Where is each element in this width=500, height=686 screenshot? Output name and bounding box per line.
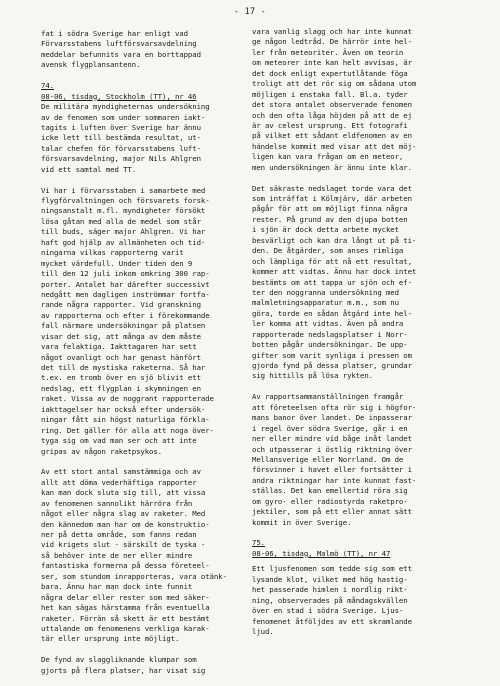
text-line: händelse kommit med visar att det möj- <box>252 141 417 151</box>
text-line: det stora antalet observerade fenomen <box>252 100 412 110</box>
text-line: att företeelsen ofta rör sig i högfor- <box>252 402 417 412</box>
text-line: rapporterade nedslagsplatser i Norr- <box>252 329 408 339</box>
text-line: rande några rapporter. Vid granskning <box>41 300 201 310</box>
paragraph <box>252 392 482 528</box>
text-line: tär eller ursprung inte möjligt. <box>41 634 180 644</box>
text-line: raket. Vissa av de noggrant rapporterade <box>41 394 214 404</box>
text-line: mycket värdefull. Under tiden den 9 <box>41 258 193 268</box>
text-line: lysande klot, vilket med hög hastig- <box>252 574 408 584</box>
text-line: iakttagelser har också efter undersök- <box>41 404 206 414</box>
text-line: t.ex. en tromb över en sjö blivit ett <box>41 373 201 383</box>
text-line: vara vanlig slagg och har inte kunnat <box>252 27 412 36</box>
text-line: rester. På grund av den djupa botten <box>252 214 408 224</box>
paragraph <box>252 564 482 637</box>
text-line: uttalande om fenomenens verkliga karak- <box>41 623 210 633</box>
text-line: i sjön är dock detta arbete mycket <box>252 225 399 235</box>
text-line: några delar eller rester som med säker- <box>41 592 210 602</box>
left-column <box>41 29 267 676</box>
text-line: De militära myndigheternas undersökning <box>41 102 210 112</box>
text-line: och den ofta låga höjden på att de ej <box>252 110 412 120</box>
text-line: ställas. Det kan emellertid röra sig <box>252 486 408 496</box>
text-line: ter den noggranna undersökning med <box>252 287 399 297</box>
text-line: i regel över södra Sverige, går i en <box>252 423 408 433</box>
text-line: raketer. Förrän så skett är ett bestämt <box>41 613 210 623</box>
paragraph <box>41 29 267 71</box>
text-line: är av celest ursprung. Ett fotografi <box>252 120 408 130</box>
text-line: jektiler, som på ett eller annat sätt <box>252 507 412 517</box>
paragraph-gap <box>252 382 482 392</box>
text-line: het passerade himlen i nordlig rikt- <box>252 585 408 595</box>
text-line: ningar fått sin högst naturliga förkla- <box>41 415 210 425</box>
text-line: lösa gåtan med alla de medel som står <box>41 216 201 226</box>
text-line: till den 12 juli inkom omkring 300 rap- <box>41 269 210 279</box>
text-line: kan man dock sluta sig till, att vissa <box>41 488 206 498</box>
text-line: porter. Antalet har därefter successivt <box>41 279 210 289</box>
text-line: fat i södra Sverige har enligt vad <box>41 29 188 38</box>
text-line: ring. Det gäller för alla att noga över- <box>41 425 214 435</box>
text-line: fantastiska formerna på dessa företeel- <box>41 561 210 571</box>
text-line: gifter som varit synliga i pressen om <box>252 350 412 360</box>
text-line: om meteorer inte kan helt avvisas, är <box>252 58 412 68</box>
text-line: den kännedom man har om de konstruktio- <box>41 519 210 529</box>
text-line: vid krigets slut - särskilt de tyska - <box>41 540 206 550</box>
text-line: icke lett till bestämda resultat, ut- <box>41 133 201 143</box>
text-line: något eller några slag av raketer. Med <box>41 509 206 519</box>
text-line: gripas av någon raketpsykos. <box>41 446 162 456</box>
text-line: ning, observerades på måndagskvällen <box>252 595 408 605</box>
text-line: avensk flygplansantenn. <box>41 60 141 70</box>
text-line: kommit in över Sverige. <box>252 517 352 527</box>
text-line: försvinner i havet eller fortsätter i <box>252 465 412 475</box>
dispatch-heading: 08-06, tisdag, Malmö (TT), nr 47 <box>252 548 391 558</box>
text-line: fenomenet åtföljdes av ett skramlande <box>252 616 412 626</box>
paragraph-gap <box>252 173 482 183</box>
text-line: ljud. <box>252 626 274 636</box>
text-line: möjligen i enstaka fall. Bl.a. tyder <box>252 89 408 99</box>
text-line: meddelar befunnits vara en borttappad <box>41 49 201 59</box>
right-column <box>252 27 482 637</box>
text-line: het kan sägas härstamma från eventuella <box>41 603 210 613</box>
text-line: så behöver inte de ner eller mindre <box>41 550 193 560</box>
paragraph <box>252 184 482 382</box>
text-line: ser, som stundom inrapporteras, vara otänk- <box>41 571 227 581</box>
text-line: tagits i luften över Sverige har ännu <box>41 122 201 132</box>
text-line: och utpasserar i östlig riktning över <box>252 444 412 454</box>
text-line: visar det sig, att många av dem måste <box>41 331 201 341</box>
text-line: haft god hjälp av allmänheten och tid- <box>41 237 206 247</box>
text-line: nedslag, ett flygplan i skymningen en <box>41 383 201 393</box>
text-line: gjorts på flera platser, har visat sig <box>41 665 206 675</box>
text-line: Vi har i förvarsstaben i samarbete med <box>41 185 206 195</box>
paragraph-gap <box>41 71 267 81</box>
text-line: det dock enligt expertutlåtande föga <box>252 68 408 78</box>
text-line: mans banor över landet. De inpasserar <box>252 413 412 423</box>
text-line: det till de mystiska raketerna. Så har <box>41 363 206 372</box>
text-line: som inträffat i Kölmjärv, där arbeten <box>252 194 412 203</box>
text-line: malmletningsapparatur m.m., som nu <box>252 298 399 308</box>
text-line: ner på detta område, som fanns redan <box>41 530 197 539</box>
dispatch-heading: 08-06, tisdag, Stockholm (TT), nr 46 <box>41 91 197 101</box>
text-line: försvarsavdelning, major Nils Ahlgren <box>41 154 201 164</box>
text-line: Mellansverige eller Norrland. Om de <box>252 454 404 464</box>
text-line: om gyro- eller radiostyrda raketpro- <box>252 496 408 506</box>
paragraph <box>41 467 267 644</box>
text-line: Ett ljusfenomen som tedde sig som ett <box>252 564 412 574</box>
text-line: bestämts om att tappa ur sjön och ef- <box>252 277 412 287</box>
item-number: 75. <box>252 538 265 548</box>
text-line: vid ett samtal med TT. <box>41 164 137 174</box>
text-line: Av rapportsammanställningen framgår <box>252 392 404 402</box>
paragraph-gap <box>252 528 482 538</box>
text-line: ge någon ledtråd. De härrör inte hel- <box>252 37 412 47</box>
paragraph-gap <box>41 175 267 185</box>
text-line: den. De åtgärder, som anses rimliga <box>252 246 404 256</box>
text-line: sig hittills på lösa rykten. <box>252 371 373 381</box>
text-line: ler från meteoriter. Även om teorin <box>252 47 404 57</box>
text-line: ningarna vilkas rapporterng varit <box>41 248 184 258</box>
text-line: av de fenomen som under sommaren iakt- <box>41 112 206 122</box>
item-number: 74. <box>41 81 54 91</box>
paragraph-gap <box>41 645 267 655</box>
text-line: pågår för att om möjligt finna några <box>252 204 408 214</box>
text-line: besvärligt och kan dra långt ut på ti- <box>252 235 417 245</box>
text-line: troligt att det rör sig om sådana utom <box>252 79 417 89</box>
text-line: ningsanstalt m.fl. myndigheter försökt <box>41 206 206 216</box>
text-line: fall närmare undersökningar på platsen <box>41 321 206 331</box>
text-line: allt att döma vederhäftiga rapporter <box>41 477 197 487</box>
text-line: tyga sig om vad man ser och att inte <box>41 436 197 446</box>
paragraph-gap <box>41 457 267 467</box>
text-line: ligen kan vara frågan om en meteor, <box>252 152 404 162</box>
text-line: på vilket ett sådant eldfenomen av en <box>252 131 412 141</box>
text-line: gjorda fynd på dessa platser, grundar <box>252 361 412 370</box>
page-number: - 17 - <box>233 6 267 16</box>
text-line: ler komma att vidtas. Även på andra <box>252 319 404 329</box>
paragraph <box>41 186 267 457</box>
text-line: talar chefen för förvarsstabens luft- <box>41 143 201 153</box>
text-line: bara. Ännu har man dock inte funnit <box>41 582 193 592</box>
paragraph <box>252 27 482 173</box>
text-line: De fynd av slaggliknande klumpar som <box>41 655 197 665</box>
text-line: flygförvaltningen och försvarets forsk- <box>41 196 210 205</box>
text-line: men undersökningen är ännu inte klar. <box>252 162 412 172</box>
text-line: av fenomenen sannolikt härröra från <box>41 498 193 508</box>
text-line: Förvarsstabens luftförsvarsavdelning <box>41 39 197 49</box>
text-line: nedgått men dagligen inströmmar fortfa- <box>41 289 210 299</box>
paragraph <box>41 102 267 175</box>
text-line: botten pågår undersökningar. De upp- <box>252 340 408 350</box>
text-line: Det säkraste nedslaget torde vara det <box>252 183 412 193</box>
text-line: och lämpliga för att nå ett resultat, <box>252 256 412 266</box>
paragraph <box>41 655 267 676</box>
text-line: vara felaktiga. Iakttagaren har sett <box>41 342 197 352</box>
text-line: över en stad i södra Sverige. Ljus- <box>252 606 404 616</box>
text-line: kommer att vidtas. Ännu har dock intet <box>252 267 417 277</box>
text-line: något ovanligt och har genast hänfört <box>41 352 201 362</box>
text-line: till buds, säger major Ahlgren. Vi har <box>41 227 206 237</box>
text-line: Av ett stort antal samstämmiga och av <box>41 467 201 477</box>
text-line: andra riktningar har inte kunnat fast- <box>252 475 417 485</box>
text-line: ner eller mindre vid båge inåt landet <box>252 434 412 444</box>
text-line: göra, torde en sådan åtgärd inte hel- <box>252 308 412 318</box>
text-line: av rapporterna och efter i förekommande <box>41 310 210 320</box>
